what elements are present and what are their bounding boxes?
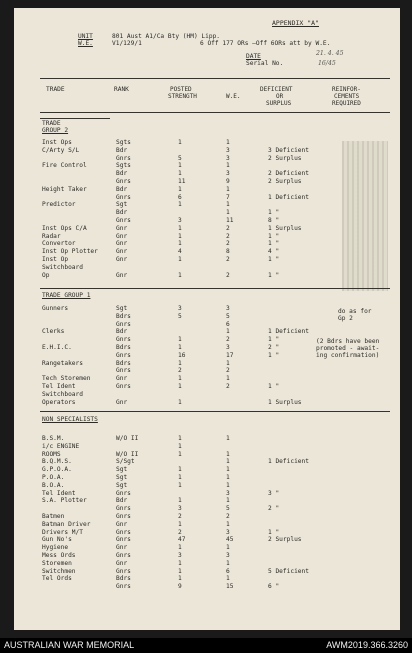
posted-cell: 5 <box>178 154 182 162</box>
we-cell: 2 <box>226 513 230 520</box>
date-handwritten: 21. 4. 45 <box>316 50 344 57</box>
deficient-surplus-cell: 1 Deficient <box>268 193 309 201</box>
we-cell: 2 <box>226 240 230 248</box>
we-cell: 1 <box>226 201 230 209</box>
trade-cell: Tech Storemen <box>42 375 91 383</box>
rank-cell: Gnrs <box>116 552 131 559</box>
deficient-surplus-cell: 1 " <box>268 240 280 248</box>
we-value: V1/129/1 <box>112 40 142 47</box>
posted-cell: 1 <box>178 336 182 344</box>
deficient-surplus-cell: 8 " <box>268 217 280 224</box>
rank-cell: Gnrs <box>116 489 131 497</box>
we-cell: 3 <box>226 146 230 154</box>
deficient-surplus-cell: 2 Surplus <box>268 178 302 185</box>
rank-cell: Gnrs <box>116 505 131 513</box>
rank-cell: Bdrs <box>116 575 131 583</box>
posted-cell: 1 <box>178 232 182 240</box>
table-row <box>14 490 400 497</box>
we-cell: 2 <box>226 256 230 263</box>
trade-cell: Inst Ops C/A <box>42 224 87 232</box>
posted-cell: 1 <box>178 466 182 474</box>
we-cell: 11 <box>226 217 234 224</box>
we-label: W.E. <box>78 40 93 47</box>
trade-cell: P.O.A. <box>42 474 65 481</box>
deficient-surplus-cell: 2 Deficient <box>268 170 309 178</box>
posted-cell: 3 <box>178 505 182 513</box>
col-deficient: DEFICIENT <box>260 86 293 93</box>
trade-cell: Tel Ords <box>42 575 72 583</box>
rank-cell: W/O II <box>116 450 139 458</box>
table-row <box>14 256 400 263</box>
posted-cell: 1 <box>178 224 182 232</box>
table-row <box>14 544 400 551</box>
table-row <box>14 583 400 590</box>
deficient-surplus-cell: 4 " <box>268 248 280 256</box>
rank-cell: Gnrs <box>116 583 131 591</box>
we-cell: 1 <box>226 544 230 552</box>
posted-cell: 6 <box>178 193 182 201</box>
posted-cell: 5 <box>178 312 182 320</box>
deficient-surplus-cell: 3 " <box>268 489 280 497</box>
table-row <box>14 139 400 146</box>
posted-cell: 1 <box>178 359 182 367</box>
we-cell: 2 <box>226 232 230 240</box>
group2-title-1: TRADE <box>42 120 61 127</box>
table-row <box>14 233 400 240</box>
col-surplus: SURPLUS <box>266 100 292 107</box>
rank-cell: Gnr <box>116 544 128 552</box>
posted-cell: 2 <box>178 513 182 520</box>
rank-cell: Sgt <box>116 305 128 312</box>
trade-cell: Hygiene <box>42 544 69 552</box>
rank-cell: S/Sgt <box>116 458 135 466</box>
we-cell: 2 <box>226 336 230 344</box>
table-row <box>14 529 400 536</box>
table-row <box>14 240 400 247</box>
rank-cell: Gnr <box>116 256 128 263</box>
trade-cell: Inst Ops <box>42 139 72 146</box>
posted-cell: 3 <box>178 552 182 559</box>
table-row <box>14 513 400 520</box>
we-cell: 1 <box>226 474 230 481</box>
we-cell: 1 <box>226 575 230 583</box>
table-row <box>14 474 400 481</box>
table-row <box>14 552 400 559</box>
deficient-surplus-cell: 2 " <box>268 505 280 513</box>
trade-cell: B.Q.M.S. <box>42 458 72 466</box>
we-cell: 6 <box>226 320 230 328</box>
posted-cell: 1 <box>178 383 182 390</box>
rank-cell: Gnr <box>116 232 128 240</box>
deficient-surplus-cell: 2 Surplus <box>268 154 302 162</box>
table-row <box>14 466 400 473</box>
group1-note-2: (2 Bdrs have been promoted - await- ing confirmation) <box>316 338 380 359</box>
trade-cell: Batmen <box>42 513 65 520</box>
serial-handwritten: 16/45 <box>318 60 336 67</box>
table-row <box>14 217 400 224</box>
trade-cell: Inst Op Plotter <box>42 248 98 256</box>
rank-cell: Gnr <box>116 224 128 232</box>
posted-cell: 1 <box>178 398 182 406</box>
rank-cell: Gnrs <box>116 320 131 328</box>
table-row <box>14 201 400 208</box>
table-row <box>14 505 400 512</box>
table-row <box>14 536 400 543</box>
table-row <box>14 482 400 489</box>
strength-line: 6 Off 177 ORs —Off 6ORs att by W.E. <box>200 40 331 47</box>
rank-cell: Gnr <box>116 398 128 406</box>
we-cell: 1 <box>226 209 230 217</box>
table-row <box>14 435 400 442</box>
trade-cell: Tel Ident <box>42 489 76 497</box>
col-posted-2: STRENGTH <box>168 93 197 100</box>
trade-cell: Batman Driver <box>42 520 91 528</box>
document-page <box>14 8 400 630</box>
posted-cell: 1 <box>178 481 182 489</box>
posted-cell: 3 <box>178 217 182 224</box>
table-row <box>14 458 400 465</box>
we-cell: 45 <box>226 536 234 544</box>
trade-cell: S.A. Plotter <box>42 497 87 505</box>
posted-cell: 1 <box>178 256 182 263</box>
trade-cell: Tel Ident <box>42 383 76 390</box>
deficient-surplus-cell: 1 " <box>268 351 280 359</box>
table-row <box>14 186 400 193</box>
rank-cell: Bdr <box>116 170 128 178</box>
trade-cell: C/Arty S/L <box>42 146 80 154</box>
table-row <box>14 575 400 582</box>
trade-cell: Switchboard <box>42 263 83 271</box>
rank-cell: Bdr <box>116 209 128 217</box>
posted-cell: 2 <box>178 367 182 375</box>
rank-cell: Gnr <box>116 375 128 383</box>
posted-cell: 1 <box>178 442 182 450</box>
trade-cell: i/c ENGINE <box>42 442 80 450</box>
we-cell: 2 <box>226 224 230 232</box>
trade-cell: ROOMS <box>42 450 61 458</box>
posted-cell: 1 <box>178 567 182 575</box>
trade-cell: Convertor <box>42 240 76 248</box>
table-row <box>14 272 400 279</box>
we-cell: 1 <box>226 359 230 367</box>
col-reinforcements-2: CEMENTS <box>334 93 360 100</box>
col-rank: RANK <box>114 86 129 93</box>
table-row <box>14 367 400 374</box>
we-cell: 3 <box>226 170 230 178</box>
we-cell: 5 <box>226 505 230 513</box>
we-cell: 1 <box>226 520 230 528</box>
deficient-surplus-cell: 1 Deficient <box>268 328 309 336</box>
trade-cell: Gunners <box>42 305 69 312</box>
deficient-surplus-cell: 1 " <box>268 383 280 390</box>
table-row <box>14 497 400 504</box>
group1-top-rule <box>40 288 390 289</box>
rank-cell: Bdrs <box>116 312 131 320</box>
rank-cell: Sgt <box>116 201 128 209</box>
posted-cell: 1 <box>178 520 182 528</box>
trade-cell: E.H.I.C. <box>42 344 72 351</box>
footer-accession: AWM2019.366.3260 <box>326 640 408 650</box>
table-row <box>14 178 400 185</box>
table-row <box>14 194 400 201</box>
header-top-rule <box>40 78 390 79</box>
posted-cell: 1 <box>178 474 182 481</box>
trade-cell: Operators <box>42 398 76 406</box>
table-row <box>14 209 400 216</box>
rank-cell: Gnrs <box>116 336 131 344</box>
deficient-surplus-cell: 1 Surplus <box>268 224 302 232</box>
trade-cell: Predictor <box>42 201 76 209</box>
table-row <box>14 313 400 320</box>
deficient-surplus-cell: 1 " <box>268 209 280 217</box>
table-row <box>14 170 400 177</box>
trade-cell: Drivers M/T <box>42 528 83 536</box>
posted-cell: 16 <box>178 351 186 359</box>
rank-cell: Sgt <box>116 466 128 474</box>
deficient-surplus-cell: 3 Deficient <box>268 146 309 154</box>
rank-cell: Gnrs <box>116 536 131 544</box>
rank-cell: Bdr <box>116 185 128 193</box>
we-cell: 1 <box>226 450 230 458</box>
we-cell: 6 <box>226 567 230 575</box>
we-cell: 2 <box>226 383 230 390</box>
posted-cell: 1 <box>178 435 182 442</box>
group2-title-2: GROUP 2 <box>42 127 69 134</box>
nonspec-top-rule <box>40 411 390 412</box>
we-cell: 2 <box>226 271 230 279</box>
footer-source: AUSTRALIAN WAR MEMORIAL <box>4 640 135 650</box>
rank-cell: Gnr <box>116 520 128 528</box>
col-reinforcements-3: REQUIRED <box>332 100 361 107</box>
we-cell: 1 <box>226 497 230 505</box>
rank-cell: Bdr <box>116 146 128 154</box>
deficient-surplus-cell: 1 " <box>268 232 280 240</box>
posted-cell: 3 <box>178 305 182 312</box>
we-cell: 9 <box>226 178 230 185</box>
trade-cell: Switchboard <box>42 390 83 398</box>
col-or: OR <box>276 93 284 100</box>
unit-label: UNIT <box>78 33 93 40</box>
we-cell: 5 <box>226 312 230 320</box>
deficient-surplus-cell: 5 Deficient <box>268 567 309 575</box>
trade-cell: Inst Op <box>42 256 69 263</box>
header-bottom-rule <box>40 112 390 113</box>
we-cell: 1 <box>226 481 230 489</box>
we-cell: 1 <box>226 185 230 193</box>
table-row <box>14 225 400 232</box>
unit-value: 801 Aust A1/Ca Bty (HM) Lipp. <box>112 33 221 40</box>
posted-cell: 1 <box>178 201 182 209</box>
rank-cell: Sgts <box>116 162 131 170</box>
deficient-surplus-cell: 1 " <box>268 271 280 279</box>
table-row <box>14 568 400 575</box>
group1-note-1: do as for Gp 2 <box>338 308 372 322</box>
group2-rule <box>40 118 110 119</box>
trade-cell: Op <box>42 271 50 279</box>
rank-cell: Gnr <box>116 559 128 567</box>
posted-cell: 9 <box>178 583 182 591</box>
table-row <box>14 147 400 154</box>
table-row <box>14 399 400 406</box>
posted-cell: 1 <box>178 185 182 193</box>
we-cell: 3 <box>226 344 230 351</box>
we-cell: 3 <box>226 489 230 497</box>
posted-cell: 11 <box>178 178 186 185</box>
table-row <box>14 305 400 312</box>
col-reinforcements-1: REINFOR- <box>332 86 361 93</box>
posted-cell: 2 <box>178 528 182 536</box>
rank-cell: Gnrs <box>116 154 131 162</box>
deficient-surplus-cell: 1 " <box>268 336 280 344</box>
we-cell: 3 <box>226 154 230 162</box>
posted-cell: 1 <box>178 450 182 458</box>
posted-cell: 1 <box>178 170 182 178</box>
trade-cell: B.O.A. <box>42 481 65 489</box>
we-cell: 1 <box>226 328 230 336</box>
rank-cell: Sgt <box>116 481 128 489</box>
rank-cell: Gnrs <box>116 217 131 224</box>
posted-cell: 1 <box>178 139 182 146</box>
rank-cell: Gnrs <box>116 383 131 390</box>
rank-cell: Gnrs <box>116 567 131 575</box>
group1-title: TRADE GROUP 1 <box>42 292 91 299</box>
table-row <box>14 321 400 328</box>
table-row <box>14 155 400 162</box>
table-row <box>14 451 400 458</box>
trade-cell: G.P.O.A. <box>42 466 72 474</box>
trade-cell: Mess Ords <box>42 552 76 559</box>
we-cell: 1 <box>226 559 230 567</box>
table-row <box>14 328 400 335</box>
posted-cell: 1 <box>178 375 182 383</box>
rank-cell: Sgts <box>116 139 131 146</box>
rank-cell: W/O II <box>116 435 139 442</box>
table-row <box>14 443 400 450</box>
rank-cell: Gnrs <box>116 351 131 359</box>
trade-cell: Clerks <box>42 328 65 336</box>
we-cell: 3 <box>226 528 230 536</box>
table-row <box>14 560 400 567</box>
posted-cell: 1 <box>178 559 182 567</box>
rank-cell: Gnr <box>116 271 128 279</box>
deficient-surplus-cell: 1 " <box>268 256 280 263</box>
posted-cell: 1 <box>178 344 182 351</box>
posted-cell: 1 <box>178 271 182 279</box>
we-cell: 1 <box>226 375 230 383</box>
rank-cell: Gnrs <box>116 193 131 201</box>
posted-cell: 4 <box>178 248 182 256</box>
trade-cell: Radar <box>42 232 61 240</box>
trade-cell: Fire Control <box>42 162 87 170</box>
posted-cell: 1 <box>178 162 182 170</box>
trade-cell: Height Taker <box>42 185 87 193</box>
we-cell: 3 <box>226 305 230 312</box>
posted-cell: 1 <box>178 240 182 248</box>
rank-cell: Bdr <box>116 497 128 505</box>
table-row <box>14 391 400 398</box>
we-cell: 1 <box>226 162 230 170</box>
table-row <box>14 264 400 271</box>
table-row <box>14 336 400 343</box>
table-row <box>14 360 400 367</box>
posted-cell: 1 <box>178 497 182 505</box>
we-cell: 17 <box>226 351 234 359</box>
deficient-surplus-cell: 2 " <box>268 344 280 351</box>
trade-cell: Switchmen <box>42 567 76 575</box>
trade-cell: B.S.M. <box>42 435 65 442</box>
rank-cell: Gnr <box>116 248 128 256</box>
trade-cell: Gun No's <box>42 536 72 544</box>
trade-cell: Rangetakers <box>42 359 83 367</box>
rank-cell: Gnrs <box>116 513 131 520</box>
col-posted-1: POSTED <box>170 86 192 93</box>
we-cell: 1 <box>226 435 230 442</box>
rank-cell: Gnrs <box>116 178 131 185</box>
we-cell: 1 <box>226 466 230 474</box>
table-row <box>14 352 400 359</box>
deficient-surplus-cell: 1 Surplus <box>268 398 302 406</box>
rank-cell: Bdr <box>116 328 128 336</box>
we-cell: 15 <box>226 583 234 591</box>
rank-cell: Gnrs <box>116 367 131 375</box>
table-row <box>14 375 400 382</box>
deficient-surplus-cell: 1 Deficient <box>268 458 309 466</box>
we-cell: 1 <box>226 458 230 466</box>
deficient-surplus-cell: 2 Surplus <box>268 536 302 544</box>
rank-cell: Gnrs <box>116 528 131 536</box>
we-cell: 8 <box>226 248 230 256</box>
posted-cell: 1 <box>178 544 182 552</box>
col-we: W.E. <box>226 93 241 100</box>
deficient-surplus-cell: 1 " <box>268 528 280 536</box>
table-row <box>14 248 400 255</box>
table-row <box>14 344 400 351</box>
table-row <box>14 162 400 169</box>
date-label: DATE <box>246 53 261 60</box>
footer-bar <box>0 638 412 653</box>
rank-cell: Bdrs <box>116 344 131 351</box>
appendix-title: APPENDIX "A" <box>272 19 319 27</box>
trade-cell: Storemen <box>42 559 72 567</box>
we-cell: 2 <box>226 367 230 375</box>
table-row <box>14 521 400 528</box>
rank-cell: Sgt <box>116 474 128 481</box>
rank-cell: Bdrs <box>116 359 131 367</box>
we-cell: 1 <box>226 139 230 146</box>
col-trade: TRADE <box>46 86 65 93</box>
posted-cell: 1 <box>178 575 182 583</box>
serial-label: Serial No. <box>246 60 284 67</box>
we-cell: 7 <box>226 193 230 201</box>
table-row <box>14 383 400 390</box>
nonspec-title: NON SPECIALISTS <box>42 416 98 423</box>
posted-cell: 47 <box>178 536 186 544</box>
rank-cell: Gnr <box>116 240 128 248</box>
we-cell: 3 <box>226 552 230 559</box>
deficient-surplus-cell: 6 " <box>268 583 280 591</box>
